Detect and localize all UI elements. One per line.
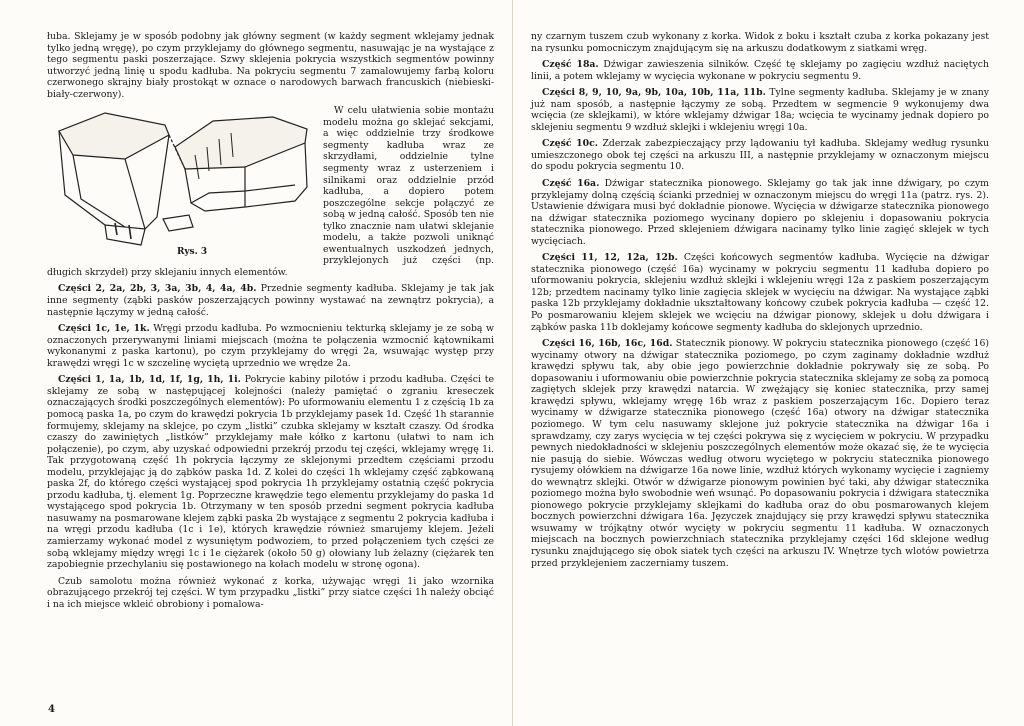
parts-heading: Części 1c, 1e, 1k. (58, 323, 150, 335)
left-paragraph-3: Części 2, 2a, 2b, 3, 3a, 3b, 4, 4a, 4b. Przednie segmenty kadłuba. Sklejamy je tak jak inne segmenty (ząbki pasków poszerzających powinny wystawać na zewnątrz pokrycia), a następnie łączymy w jedną całość. (47, 283, 495, 318)
parts-heading: Części 2, 2a, 2b, 3, 3a, 3b, 4, 4a, 4b. (58, 283, 257, 295)
parts-heading: Części 8, 9, 10, 9a, 9b, 10a, 10b, 11a, 11b. (542, 87, 766, 99)
right-page (512, 0, 1024, 726)
right-column-text (531, 31, 989, 574)
figure-caption: Rys. 3 (177, 247, 208, 258)
parts-heading: Część 16a. (542, 178, 600, 190)
fuselage-sections-drawing (45, 107, 315, 264)
right-paragraph-3: Części 8, 9, 10, 9a, 9b, 10a, 10b, 11a, 11b. Tylne segmenty kadłuba. Sklejamy je w znany już nam sposób, a następnie łączymy ze sobą. Przedtem w segmencie 9 wykonujemy dwa wcięcia (ze sklejkami), w które wklejamy dźwigar 18a; wcięcia te wycinamy jednak dopiero po sklejeniu segmentu 9 wzdłuż sklejki i wklejeniu wręgi 10a. (531, 87, 989, 133)
figure-3 (45, 107, 315, 264)
parts-heading: Części 11, 12, 12a, 12b. (542, 252, 678, 264)
left-column-text (47, 31, 494, 615)
left-paragraph-2: W celu ułatwienia sobie montażu modelu można go sklejać sekcjami, a więc oddzielnie trzy środkowe segmenty kadłuba wraz ze skrzydłami, oddzielnie tylne segmenty wraz z usterzeniem i silnikami oraz oddzielnie przód kadłuba, a dopiero potem poszczególne sekcje połączyć ze sobą w jedną całość. Sposób ten nie tylko znacznie nam ułatwi sklejanie modelu, a także pozwoli uniknąć ewentualnych uszkodzeń jednych, przyklejonych już części (np. długich skrzydeł) przy sklejaniu innych elementów. (47, 105, 494, 278)
left-paragraph-1: łuba. Sklejamy je w sposób podobny jak główny segment (w każdy segment wklejamy jednak tylko jedną wręgę), po czym przyklejamy do głównego segmentu, nasuwając je na wystające z tego segmentu paski poszerzające. Szwy sklejenia pokrycia wszystkich segmentów powinny utworzyć jedną linię u spodu kadłuba. Na pokryciu segmentu 7 zamalowujemy farbą koloru czerwonego skrajny biały prostokąt w oznace o narodowych barwach francuskich (niebieski-biały-czerwony). (47, 31, 494, 100)
left-paragraph-6: Czub samolotu można również wykonać z korka, używając wręgi 1i jako wzornika obrazującego przekrój tej części. W tym przypadku „listki” przy siatce części 1h należy obciąć i na ich miejsce wkleić obrobiony i pomalowa- (47, 575, 494, 610)
left-paragraph-5: Części 1, 1a, 1b, 1d, 1f, 1g, 1h, 1i. Pokrycie kabiny pilotów i przodu kadłuba. Części te sklejamy ze sobą w następującej kolejności (należy pamiętać o zgraniu kreseczek oznaczających środki poszczególnych elementów): Po uformowaniu elementu 1 z częścią 1b za pomocą paska 1a, po czym do krawędzi pokrycia 1b przyklejamy pasek 1d. Część 1h starannie formujemy, sklejamy na sklejce, po czym „listki” czubka sklejamy w kształt czaszy. Od środka czaszy do zawiniętych „listków” przyklejamy małe kółko z kartonu (ułatwi to nam ich połączenie), po czym, aby uzyskać odpowiedni przekrój przodu tej części, wklejamy wręgę 1i. Tak przygotowaną część 1h pokrycia łączymy ze sklejonymi przedtem częściami przodu modelu, przyklejając ją do ząbków paska 1d. Z kolei do części 1h wklejamy część ząbkowaną paska 2f, do którego części wystającej spod pokrycia 1h przyklejamy ostatnią część pokrycia przodu kadłuba, tj. element 1g. Poprzeczne krawędzie tego elementu przyklejamy do paska 1d wystającego spod pokrycia 1b. Otrzymany w ten sposób przedni segment pokrycia kadłuba nasuwamy na posmarowane klejem ząbki paska 2b wystające z segmentu 2 pokrycia kadłuba i na wręgi przodu kadłuba (1c i 1e), których krawędzie również smarujemy klejem. Jeżeli zamierzamy wykonać model z wysuniętym podwoziem, to przed połączeniem tych części ze sobą wklejamy między wręgi 1c i 1e ciężarek (około 50 g) ołowiany lub żelazny (ciężarek ten zapobiegnie przechylaniu się postawionego na kołach modelu w stronę ogona). (47, 374, 495, 571)
right-paragraph-1: ny czarnym tuszem czub wykonany z korka. Widok z boku i kształt czuba z korka pokazany jest na rysunku pomocniczym znajdującym się na arkuszu dodatkowym z siatkami wręg. (531, 31, 989, 54)
right-paragraph-6: Części 11, 12, 12a, 12b. Części końcowych segmentów kadłuba. Wycięcie na dźwigar statecznika pionowego (część 16a) wycinamy w pokryciu segmentu 11 kadłuba dopiero po uformowaniu pokrycia, sklejeniu wzdłuż sklejki i wklejeniu wręgi 12a z paskiem poszerzającym 12b; przedtem nacinamy tylko linie zagięcia sklejek w wycięciu na dźwigar. Na wystające ząbki paska 12b przyklejamy dokładnie ukształtowany końcowy czubek pokrycia kadłuba — część 12. Po posmarowaniu klejem sklejek we wcięciu na dźwigar pionowy, sklejek u dołu dźwigara i ząbków paska 11b doklejamy końcowe segmenty kadłuba do sklejonych uprzednio. (531, 252, 989, 333)
parts-heading: Część 18a. (542, 59, 599, 71)
right-paragraph-4: Część 10c. Zderzak zabezpieczający przy lądowaniu tył kadłuba. Sklejamy według rysunku umieszczonego obok tej części na arkuszu III, a następnie przyklejamy w oznaczonym miejscu do spodu pokrycia segmentu 10. (531, 138, 989, 173)
parts-heading: Części 1, 1a, 1b, 1d, 1f, 1g, 1h, 1i. (58, 374, 241, 386)
left-paragraph-4: Części 1c, 1e, 1k. Wręgi przodu kadłuba. Po wzmocnieniu tekturką sklejamy je ze sobą w oznaczonych przerywanymi liniami miejscach (można te połączenia wzmocnić kątownikami wykonanymi z paska kartonu), po czym przyklejamy do wręgi 2a, wsuwając występ przy krawędzi wręgi 1c w szczelinę wyciętą uprzednio we wrędze 2a. (47, 323, 494, 369)
right-paragraph-7: Części 16, 16b, 16c, 16d. Statecznik pionowy. W pokryciu statecznika pionowego (część 16) wycinamy otwory na dźwigar statecznika poziomego, po czym zaginamy dokładnie wzdłuż krawędzi spływu tak, aby obie jego powierzchnie dokładnie pokrywały się ze sobą. Po dopasowaniu i uformowaniu obie powierzchnie pokrycia statecznika sklejamy ze sobą za pomocą zagiętych sklejek przy krawędzi natarcia. W zwężający się koniec statecznika, przy samej krawędzi spływu, wklejamy wręgę 16b wraz z paskiem poszerzającym 16c. Dopiero teraz wycinamy w dźwigarze statecznika pionowego (część 16a) otwory na dźwigar statecznika poziomego. W tym celu nasuwamy sklejone już pokrycie statecznika na dźwigar 16a i sprawdzamy, czy zarys wycięcia w tej części pokrywa się z wycięciem w pokryciu. W przypadku pewnych niedokładności w sklejeniu poszczególnych elementów może okazać się, że te wycięcia nie pasują do siebie. Wówczas według otworu wyciętego w pokryciu statecznika pionowego rysujemy ołówkiem na dźwigarze 16a nowe linie, wzdłuż których wykonamy wycięcie i zagniemy do wewnątrz sklejki. Otwór w dźwigarze pionowym powinien być taki, aby dźwigar statecznika poziomego można było swobodnie weń wsunąć. Po dopasowaniu pokrycia i dźwigara statecznika pionowego pokrycie przyklejamy sklejkami do kadłuba oraz do obu posmarowanych klejem bocznych powierzchni dźwigara 16a. Języczek znajdujący się przy krawędzi spływu statecznika wsuwamy w trójkątny otwór wycięty w pokryciu segmentu 11 kadłuba. W oznaczonych miejscach na bocznych powierzchniach statecznika przyklejamy części 16d sklejone według rysunku znajdującego się obok siatek tych części na arkuszu IV. Wnętrze tych wlotów powietrza przed przyklejeniem zaczerniamy tuszem. (531, 338, 990, 569)
right-paragraph-5: Część 16a. Dźwigar statecznika pionowego. Sklejamy go tak jak inne dźwigary, po czym przyklejamy dolną częścią ścianki przedniej w oznaczonym miejscu do wręgi 11a (patrz. rys. 2). Ustawienie dźwigara musi być dokładnie pionowe. Wycięcia w dźwigarze statecznika pionowego na dźwigar statecznika poziomego wycinany dopiero po sklejeniu i dopasowaniu pokrycia statecznika pionowego. Przed sklejeniem dźwigara nacinamy tylko linie zagięć sklejek w tych wycięciach. (531, 178, 989, 247)
page-number: 4 (48, 704, 55, 715)
right-paragraph-2: Część 18a. Dźwigar zawieszenia silników. Część tę sklejamy po zagięciu wzdłuż naciętych linii, a potem wklejamy w wycięcia wykonane w pokryciu segmentu 9. (531, 59, 989, 82)
parts-heading: Część 10c. (542, 138, 599, 150)
parts-heading: Części 16, 16b, 16c, 16d. (542, 338, 673, 350)
